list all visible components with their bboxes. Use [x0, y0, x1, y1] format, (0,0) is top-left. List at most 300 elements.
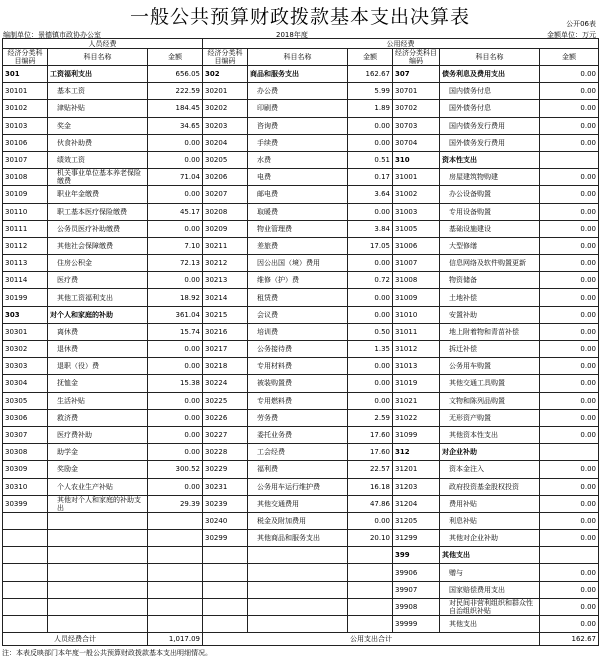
cell-code	[203, 547, 248, 564]
cell-code: 31005	[393, 220, 440, 237]
table-row	[3, 323, 599, 340]
cell-name: 其他支出	[440, 616, 540, 633]
cell-name: 医疗费	[48, 272, 148, 289]
cell-amount	[148, 598, 203, 615]
personnel-total-value: 1,017.09	[148, 633, 203, 646]
cell-amount: 0.00	[540, 203, 599, 220]
cell-name: 其他对个人和家庭的补助支出	[48, 495, 148, 512]
cell-code: 30225	[203, 392, 248, 409]
cell-code: 31203	[393, 478, 440, 495]
cell-amount: 0.00	[540, 392, 599, 409]
cell-name: 咨询费	[248, 117, 348, 134]
cell-name	[248, 598, 348, 615]
cell-amount: 0.00	[148, 358, 203, 375]
cell-code: 30704	[393, 134, 440, 151]
cell-amount: 0.00	[540, 272, 599, 289]
cell-code: 30109	[3, 186, 48, 203]
cell-code: 31011	[393, 323, 440, 340]
table-row	[3, 426, 599, 443]
cell-amount: 0.00	[148, 272, 203, 289]
cell-amount: 0.00	[148, 134, 203, 151]
cell-amount: 0.00	[540, 375, 599, 392]
cell-amount	[148, 512, 203, 529]
cell-name: 会议费	[248, 306, 348, 323]
cell-code: 30203	[203, 117, 248, 134]
cell-amount: 0.50	[348, 323, 393, 340]
cell-amount: 17.05	[348, 237, 393, 254]
cell-code	[203, 616, 248, 633]
cell-name: 租赁费	[248, 289, 348, 306]
cell-amount: 0.00	[148, 444, 203, 461]
cell-name: 劳务费	[248, 409, 348, 426]
cell-code: 30207	[203, 186, 248, 203]
cell-code: 30108	[3, 169, 48, 186]
cell-amount: 72.13	[148, 255, 203, 272]
table-row	[3, 392, 599, 409]
cell-code: 31010	[393, 306, 440, 323]
cell-name: 公务员医疗补助缴费	[48, 220, 148, 237]
cell-code: 30199	[3, 289, 48, 306]
public-header: 公用经费	[203, 39, 599, 49]
cell-name	[48, 512, 148, 529]
cell-code: 30107	[3, 151, 48, 168]
table-row	[3, 564, 599, 581]
cell-name: 地上附着物和青苗补偿	[440, 323, 540, 340]
cell-code: 30209	[203, 220, 248, 237]
cell-name	[48, 581, 148, 598]
cell-name: 工会经费	[248, 444, 348, 461]
cell-code: 30204	[203, 134, 248, 151]
cell-amount: 0.00	[540, 461, 599, 478]
cell-name: 住房公积金	[48, 255, 148, 272]
cell-amount: 0.00	[540, 616, 599, 633]
cell-name: 邮电费	[248, 186, 348, 203]
cell-code: 30301	[3, 323, 48, 340]
cell-name: 房屋建筑物购建	[440, 169, 540, 186]
cell-name: 国家赔偿费用支出	[440, 581, 540, 598]
cell-name: 商品和服务支出	[248, 66, 348, 83]
public-total-value: 162.67	[540, 633, 599, 646]
cell-amount: 15.74	[148, 323, 203, 340]
cell-code: 30399	[3, 495, 48, 512]
cell-code: 30306	[3, 409, 48, 426]
cell-name	[48, 530, 148, 547]
cell-name	[248, 581, 348, 598]
cell-name: 其他交通工具购置	[440, 375, 540, 392]
cell-amount: 22.57	[348, 461, 393, 478]
table-row	[3, 100, 599, 117]
cell-code: 30112	[3, 237, 48, 254]
cell-code: 30299	[203, 530, 248, 547]
cell-name: 取暖费	[248, 203, 348, 220]
cell-amount	[148, 616, 203, 633]
cell-code: 39906	[393, 564, 440, 581]
cell-amount: 0.17	[348, 169, 393, 186]
cell-amount: 0.00	[348, 512, 393, 529]
cell-amount	[540, 444, 599, 461]
cell-name: 维修（护）费	[248, 272, 348, 289]
cell-amount	[348, 547, 393, 564]
cell-name: 委托业务费	[248, 426, 348, 443]
cell-code: 30113	[3, 255, 48, 272]
cell-amount: 5.99	[348, 83, 393, 100]
cell-name: 手续费	[248, 134, 348, 151]
cell-amount	[148, 581, 203, 598]
cell-amount: 0.00	[540, 117, 599, 134]
cell-name: 工资福利支出	[48, 66, 148, 83]
cell-amount: 162.67	[348, 66, 393, 83]
cell-code: 30218	[203, 358, 248, 375]
cell-code: 31008	[393, 272, 440, 289]
cell-code: 30240	[203, 512, 248, 529]
cell-code: 31006	[393, 237, 440, 254]
footnote: 注：本表反映部门本年度一般公共预算财政拨款基本支出明细情况。	[2, 649, 212, 657]
cell-name: 生活补贴	[48, 392, 148, 409]
cell-code: 31009	[393, 289, 440, 306]
cell-name: 政府投资基金股权投资	[440, 478, 540, 495]
cell-name: 拆迁补偿	[440, 341, 540, 358]
cell-name	[248, 564, 348, 581]
personnel-header: 人员经费	[3, 39, 203, 49]
cell-name: 电费	[248, 169, 348, 186]
table-row	[3, 186, 599, 203]
cell-code: 31003	[393, 203, 440, 220]
cell-amount: 7.10	[148, 237, 203, 254]
cell-code: 30111	[3, 220, 48, 237]
col-name-header: 科目名称	[248, 49, 348, 66]
cell-amount: 0.00	[540, 323, 599, 340]
cell-amount: 0.00	[540, 255, 599, 272]
cell-name: 津贴补贴	[48, 100, 148, 117]
cell-code: 30217	[203, 341, 248, 358]
cell-code: 31002	[393, 186, 440, 203]
cell-name: 国内债务发行费用	[440, 117, 540, 134]
cell-name: 培训费	[248, 323, 348, 340]
cell-name: 信息网络及软件购置更新	[440, 255, 540, 272]
cell-code: 30307	[3, 426, 48, 443]
cell-name: 土地补偿	[440, 289, 540, 306]
cell-name: 对个人和家庭的补助	[48, 306, 148, 323]
cell-name: 大型修缮	[440, 237, 540, 254]
cell-amount: 0.00	[540, 358, 599, 375]
table-row	[3, 289, 599, 306]
cell-amount: 222.59	[148, 83, 203, 100]
cell-code	[3, 530, 48, 547]
cell-code: 31019	[393, 375, 440, 392]
cell-name: 差旅费	[248, 237, 348, 254]
cell-name: 伙食补助费	[48, 134, 148, 151]
cell-code: 30702	[393, 100, 440, 117]
cell-code: 30304	[3, 375, 48, 392]
cell-code: 31204	[393, 495, 440, 512]
cell-name	[248, 616, 348, 633]
table-row	[3, 495, 599, 512]
cell-code: 30309	[3, 461, 48, 478]
cell-code: 31022	[393, 409, 440, 426]
table-body	[3, 66, 599, 633]
cell-amount: 0.00	[348, 255, 393, 272]
cell-name: 专用设备购置	[440, 203, 540, 220]
public-total-label: 公用支出合计	[203, 633, 540, 646]
cell-name: 债务利息及费用支出	[440, 66, 540, 83]
table-row	[3, 151, 599, 168]
cell-name: 对企业补助	[440, 444, 540, 461]
cell-amount: 0.00	[540, 409, 599, 426]
cell-name	[48, 598, 148, 615]
cell-amount: 47.86	[348, 495, 393, 512]
cell-code: 31021	[393, 392, 440, 409]
cell-name: 机关事业单位基本养老保险缴费	[48, 169, 148, 186]
table-row	[3, 358, 599, 375]
cell-name: 公务用车购置	[440, 358, 540, 375]
cell-amount: 2.59	[348, 409, 393, 426]
cell-name: 离休费	[48, 323, 148, 340]
cell-amount	[148, 530, 203, 547]
cell-code: 30227	[203, 426, 248, 443]
cell-code: 31007	[393, 255, 440, 272]
cell-code: 39999	[393, 616, 440, 633]
cell-amount: 0.00	[540, 512, 599, 529]
cell-name: 个人农业生产补贴	[48, 478, 148, 495]
cell-name: 资本金注入	[440, 461, 540, 478]
cell-amount: 361.04	[148, 306, 203, 323]
cell-code	[203, 581, 248, 598]
cell-amount: 184.45	[148, 100, 203, 117]
cell-code: 30202	[203, 100, 248, 117]
table-row	[3, 478, 599, 495]
money-unit: 金额单位：万元	[547, 31, 596, 39]
cell-code	[3, 512, 48, 529]
col-name-header: 科目名称	[440, 49, 540, 66]
cell-name: 因公出国（境）费用	[248, 255, 348, 272]
cell-amount: 71.04	[148, 169, 203, 186]
cell-code	[203, 564, 248, 581]
cell-code: 30213	[203, 272, 248, 289]
cell-name: 抚恤金	[48, 375, 148, 392]
cell-name: 公务接待费	[248, 341, 348, 358]
cell-name: 印刷费	[248, 100, 348, 117]
cell-amount: 0.00	[540, 237, 599, 254]
table-row	[3, 83, 599, 100]
cell-amount: 0.00	[148, 186, 203, 203]
cell-code	[203, 598, 248, 615]
cell-code: 30208	[203, 203, 248, 220]
cell-code: 31012	[393, 341, 440, 358]
cell-name: 福利费	[248, 461, 348, 478]
cell-name: 职业年金缴费	[48, 186, 148, 203]
cell-amount: 0.00	[348, 306, 393, 323]
cell-name: 对民间非营利组织和群众性自治组织补贴	[440, 598, 540, 615]
cell-name	[248, 547, 348, 564]
cell-name: 绩效工资	[48, 151, 148, 168]
cell-name: 专用燃料费	[248, 392, 348, 409]
cell-code: 30308	[3, 444, 48, 461]
cell-name: 奖金	[48, 117, 148, 134]
cell-amount: 20.10	[348, 530, 393, 547]
cell-amount: 0.72	[348, 272, 393, 289]
cell-code: 30103	[3, 117, 48, 134]
cell-code	[3, 598, 48, 615]
cell-amount: 0.00	[348, 203, 393, 220]
expenditure-table	[2, 38, 599, 646]
cell-name: 赠与	[440, 564, 540, 581]
cell-amount: 17.60	[348, 444, 393, 461]
cell-code: 399	[393, 547, 440, 564]
cell-name: 其他社会保障缴费	[48, 237, 148, 254]
table-row	[3, 598, 599, 615]
cell-code: 30212	[203, 255, 248, 272]
table-row	[3, 66, 599, 83]
cell-name: 被装购置费	[248, 375, 348, 392]
cell-name: 助学金	[48, 444, 148, 461]
cell-name: 其他工资福利支出	[48, 289, 148, 306]
cell-name	[48, 547, 148, 564]
cell-amount: 0.00	[348, 392, 393, 409]
cell-name: 退休费	[48, 341, 148, 358]
cell-amount: 0.00	[540, 220, 599, 237]
cell-amount: 0.00	[540, 426, 599, 443]
table-row	[3, 255, 599, 272]
cell-amount: 0.00	[540, 581, 599, 598]
cell-amount: 0.00	[540, 83, 599, 100]
cell-code: 30110	[3, 203, 48, 220]
cell-amount: 3.84	[348, 220, 393, 237]
cell-code: 30211	[203, 237, 248, 254]
cell-code: 312	[393, 444, 440, 461]
cell-code: 30214	[203, 289, 248, 306]
cell-code: 31201	[393, 461, 440, 478]
cell-amount: 656.05	[148, 66, 203, 83]
cell-code: 30239	[203, 495, 248, 512]
cell-code: 310	[393, 151, 440, 168]
cell-code: 30205	[203, 151, 248, 168]
cell-code: 39908	[393, 598, 440, 615]
cell-amount: 0.00	[348, 358, 393, 375]
cell-amount: 1.35	[348, 341, 393, 358]
table-row	[3, 203, 599, 220]
cell-name	[48, 564, 148, 581]
cell-name: 物资储备	[440, 272, 540, 289]
cell-amount: 18.92	[148, 289, 203, 306]
cell-amount: 15.38	[148, 375, 203, 392]
cell-code: 30101	[3, 83, 48, 100]
cell-name: 救济费	[48, 409, 148, 426]
cell-name: 其他资本性支出	[440, 426, 540, 443]
cell-amount: 17.60	[348, 426, 393, 443]
cell-code: 30302	[3, 341, 48, 358]
cell-name: 专用材料费	[248, 358, 348, 375]
col-amount-header: 金额	[540, 49, 599, 66]
cell-name: 其他商品和服务支出	[248, 530, 348, 547]
cell-code: 30224	[203, 375, 248, 392]
cell-amount	[540, 151, 599, 168]
cell-name: 物业管理费	[248, 220, 348, 237]
cell-amount: 300.52	[148, 461, 203, 478]
table-row	[3, 581, 599, 598]
cell-amount: 0.00	[540, 495, 599, 512]
table-row	[3, 512, 599, 529]
table-row	[3, 169, 599, 186]
cell-code: 30310	[3, 478, 48, 495]
cell-amount: 0.00	[540, 66, 599, 83]
table-row	[3, 306, 599, 323]
cell-amount: 1.89	[348, 100, 393, 117]
table-row	[3, 547, 599, 564]
table-row	[3, 375, 599, 392]
cell-code: 30703	[393, 117, 440, 134]
cell-code: 30102	[3, 100, 48, 117]
table-row	[3, 530, 599, 547]
cell-name: 无形资产购置	[440, 409, 540, 426]
cell-amount: 45.17	[148, 203, 203, 220]
table-row	[3, 616, 599, 633]
cell-name: 资本性支出	[440, 151, 540, 168]
col-code-header: 经济分类科目编码	[3, 49, 48, 66]
cell-code: 30216	[203, 323, 248, 340]
cell-code: 30229	[203, 461, 248, 478]
cell-name: 费用补贴	[440, 495, 540, 512]
cell-amount: 3.64	[348, 186, 393, 203]
cell-amount: 0.00	[148, 426, 203, 443]
personnel-total-label: 人员经费合计	[3, 633, 148, 646]
cell-code: 31205	[393, 512, 440, 529]
cell-amount: 0.00	[148, 409, 203, 426]
cell-amount	[348, 564, 393, 581]
cell-amount: 0.00	[540, 598, 599, 615]
cell-name: 文物和陈列品购置	[440, 392, 540, 409]
cell-amount: 0.00	[148, 151, 203, 168]
cell-amount: 0.00	[540, 306, 599, 323]
cell-amount: 0.00	[348, 289, 393, 306]
cell-code: 30114	[3, 272, 48, 289]
cell-amount: 0.00	[148, 341, 203, 358]
cell-name: 水费	[248, 151, 348, 168]
totals-row	[3, 633, 599, 646]
cell-amount: 0.00	[540, 341, 599, 358]
cell-name: 其他对企业补助	[440, 530, 540, 547]
cell-name: 公务用车运行维护费	[248, 478, 348, 495]
cell-amount: 29.39	[148, 495, 203, 512]
cell-name: 退职（役）费	[48, 358, 148, 375]
col-name-header: 科目名称	[48, 49, 148, 66]
cell-amount: 0.00	[348, 117, 393, 134]
cell-amount: 0.00	[148, 478, 203, 495]
cell-name: 职工基本医疗保险缴费	[48, 203, 148, 220]
table-row	[3, 444, 599, 461]
cell-code: 302	[203, 66, 248, 83]
cell-code: 31013	[393, 358, 440, 375]
cell-name: 基础设施建设	[440, 220, 540, 237]
cell-amount: 0.00	[540, 100, 599, 117]
cell-amount: 0.00	[148, 392, 203, 409]
col-code-header: 经济分类科目编码	[203, 49, 248, 66]
cell-code: 30231	[203, 478, 248, 495]
cell-amount: 0.00	[540, 186, 599, 203]
cell-amount: 0.00	[540, 530, 599, 547]
table-row	[3, 117, 599, 134]
cell-name: 国内债务付息	[440, 83, 540, 100]
cell-code	[3, 616, 48, 633]
cell-name: 安置补助	[440, 306, 540, 323]
cell-code	[3, 547, 48, 564]
cell-name	[48, 616, 148, 633]
cell-name: 国外债务发行费用	[440, 134, 540, 151]
cell-name: 医疗费补助	[48, 426, 148, 443]
cell-code: 303	[3, 306, 48, 323]
cell-amount	[540, 547, 599, 564]
cell-amount: 0.00	[348, 375, 393, 392]
cell-name: 利息补贴	[440, 512, 540, 529]
